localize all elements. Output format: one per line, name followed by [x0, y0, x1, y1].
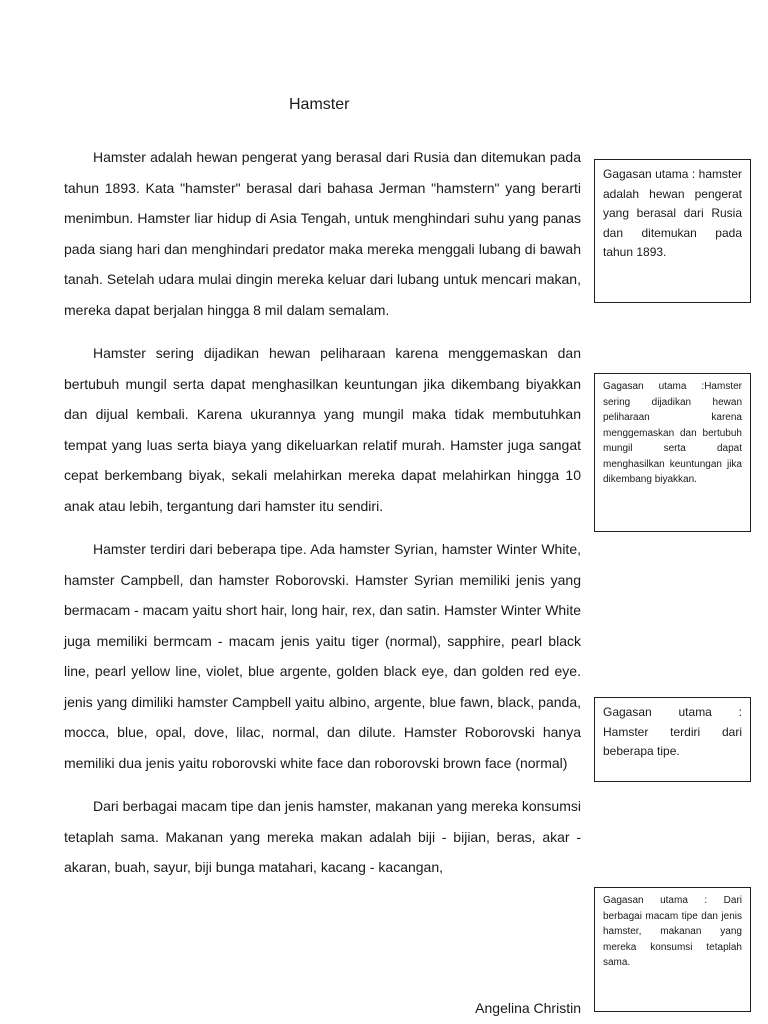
- main-idea-note-1: Gagasan utama : hamster adalah hewan pengerat yang berasal dari Rusia dan ditemukan pada tahun 1893.: [594, 159, 751, 303]
- main-idea-note-3: Gagasan utama : Hamster terdiri dari beberapa tipe.: [594, 697, 751, 782]
- main-idea-note-4: Gagasan utama : Dari berbagai macam tipe dan jenis hamster, makanan yang mereka konsumsi tetaplah sama.: [594, 887, 751, 1012]
- document-title: Hamster: [289, 96, 350, 113]
- author-name: Angelina Christin: [475, 1000, 581, 1016]
- main-idea-note-2: Gagasan utama :Hamster sering dijadikan hewan peliharaan karena menggemaskan dan bertubuh mungil serta dapat menghasilkan keuntungan jika dikembang biyakkan.: [594, 373, 751, 532]
- paragraph-3: Hamster terdiri dari beberapa tipe. Ada hamster Syrian, hamster Winter White, hamster Campbell, dan hamster Roborovski. Hamster Syrian memiliki jenis yang bermacam - macam yaitu short hair, long hair, rex, dan satin. Hamster Winter White juga memiliki bermcam - macam jenis yaitu tiger (normal), sapphire, pearl black line, pearl yellow line, violet, blue argente, golden black eye, dan golden red eye. jenis yang dimiliki hamster Campbell yaitu albino, argente, blue fawn, black, panda, mocca, blue, opal, dove, lilac, normal, dan dilute. Hamster Roborovski hanya memiliki dua jenis yaitu roborovski white face dan roborovski brown face (normal): [64, 541, 581, 771]
- paragraph-1: Hamster adalah hewan pengerat yang berasal dari Rusia dan ditemukan pada tahun 1893. Kata "hamster" berasal dari bahasa Jerman "hamstern" yang berarti menimbun. Hamster liar hidup di Asia Tengah, untuk menghindari suhu yang panas pada siang hari dan menghindari predator maka mereka menggali lubang di bawah tanah. Setelah udara mulai dingin mereka keluar dari lubang untuk mencari makan, mereka dapat berjalan hingga 8 mil dalam semalam.: [64, 149, 581, 318]
- document-body: [64, 142, 581, 896]
- paragraph-2: Hamster sering dijadikan hewan peliharaan karena menggemaskan dan bertubuh mungil serta dapat menghasilkan keuntungan jika dikembang biyakkan dan dijual kembali. Karena ukurannya yang mungil maka tidak membutuhkan tempat yang luas serta biaya yang dikeluarkan relatif murah. Hamster juga sangat cepat berkembang biyak, sekali melahirkan mereka dapat melahirkan hingga 10 anak atau lebih, tergantung dari hamster itu sendiri.: [64, 345, 581, 514]
- paragraph-4: Dari berbagai macam tipe dan jenis hamster, makanan yang mereka konsumsi tetaplah sama. Makanan yang mereka makan adalah biji - bijian, beras, akar - akaran, buah, sayur, biji bunga matahari, kacang - kacangan,: [64, 798, 581, 875]
